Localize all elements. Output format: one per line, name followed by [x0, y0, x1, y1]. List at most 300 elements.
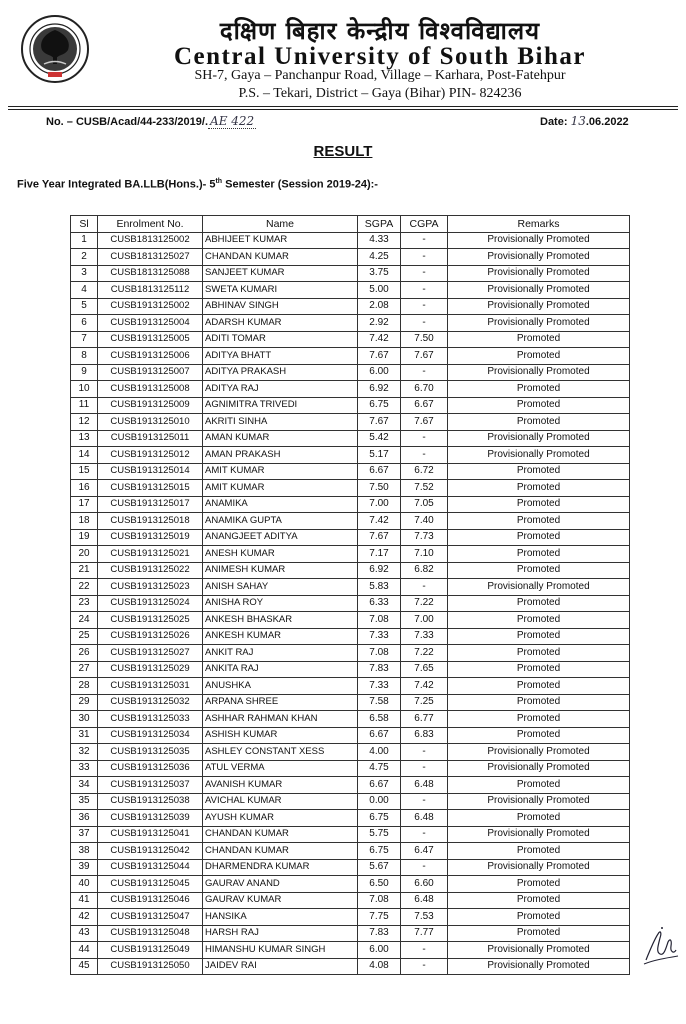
sl-cell: 21 [71, 562, 98, 579]
table-row [71, 843, 630, 860]
remarks-cell: Promoted [448, 331, 630, 348]
name-cell: ANIMESH KUMAR [203, 562, 358, 579]
remarks-cell: Provisionally Promoted [448, 760, 630, 777]
remarks-cell: Promoted [448, 925, 630, 942]
table-row [71, 480, 630, 497]
sl-cell: 24 [71, 612, 98, 629]
sl-cell: 2 [71, 249, 98, 266]
sl-cell: 39 [71, 859, 98, 876]
enrolment-cell: CUSB1913125023 [98, 579, 203, 596]
remarks-cell: Provisionally Promoted [448, 942, 630, 959]
cgpa-cell: 6.70 [401, 381, 448, 398]
name-cell: ANKESH BHASKAR [203, 612, 358, 629]
table-row [71, 546, 630, 563]
table-row [71, 744, 630, 761]
cgpa-cell: 6.83 [401, 727, 448, 744]
enrolment-cell: CUSB1913125031 [98, 678, 203, 695]
sl-cell: 15 [71, 463, 98, 480]
enrolment-cell: CUSB1813125002 [98, 232, 203, 249]
sl-cell: 17 [71, 496, 98, 513]
name-cell: ANAMIKA GUPTA [203, 513, 358, 530]
enrolment-cell: CUSB1913125009 [98, 397, 203, 414]
name-cell: AYUSH KUMAR [203, 810, 358, 827]
name-cell: ANKESH KUMAR [203, 628, 358, 645]
sgpa-cell: 7.08 [358, 892, 401, 909]
cgpa-cell: 7.10 [401, 546, 448, 563]
sl-cell: 32 [71, 744, 98, 761]
cgpa-cell: 6.82 [401, 562, 448, 579]
name-cell: ADITYA RAJ [203, 381, 358, 398]
name-cell: CHANDAN KUMAR [203, 843, 358, 860]
sl-cell: 20 [71, 546, 98, 563]
table-row [71, 595, 630, 612]
table-row [71, 909, 630, 926]
remarks-cell: Provisionally Promoted [448, 744, 630, 761]
name-cell: ANESH KUMAR [203, 546, 358, 563]
cgpa-cell: 7.52 [401, 480, 448, 497]
sl-cell: 44 [71, 942, 98, 959]
sl-cell: 6 [71, 315, 98, 332]
enrolment-cell: CUSB1913125008 [98, 381, 203, 398]
sl-cell: 28 [71, 678, 98, 695]
enrolment-cell: CUSB1913125017 [98, 496, 203, 513]
name-cell: AMAN PRAKASH [203, 447, 358, 464]
enrolment-cell: CUSB1913125014 [98, 463, 203, 480]
remarks-cell: Promoted [448, 513, 630, 530]
remarks-cell: Promoted [448, 529, 630, 546]
name-cell: CHANDAN KUMAR [203, 826, 358, 843]
result-table-body [71, 232, 630, 975]
header-divider-second [8, 109, 678, 110]
sgpa-cell: 4.00 [358, 744, 401, 761]
sgpa-cell: 7.83 [358, 661, 401, 678]
name-cell: CHANDAN KUMAR [203, 249, 358, 266]
enrolment-cell: CUSB1913125010 [98, 414, 203, 431]
enrolment-cell: CUSB1913125037 [98, 777, 203, 794]
name-cell: ANKITA RAJ [203, 661, 358, 678]
table-row [71, 661, 630, 678]
enrolment-cell: CUSB1913125048 [98, 925, 203, 942]
enrolment-cell: CUSB1913125032 [98, 694, 203, 711]
enrolment-cell: CUSB1913125050 [98, 958, 203, 975]
cgpa-cell: - [401, 793, 448, 810]
sl-cell: 34 [71, 777, 98, 794]
name-cell: GAURAV KUMAR [203, 892, 358, 909]
document-date [540, 114, 629, 128]
cgpa-cell: - [401, 364, 448, 381]
remarks-cell: Provisionally Promoted [448, 232, 630, 249]
enrolment-cell: CUSB1913125007 [98, 364, 203, 381]
sl-cell: 43 [71, 925, 98, 942]
sl-cell: 14 [71, 447, 98, 464]
date-month-year: .06.2022 [585, 116, 629, 128]
cgpa-cell: 7.73 [401, 529, 448, 546]
table-row [71, 859, 630, 876]
remarks-cell: Provisionally Promoted [448, 793, 630, 810]
name-cell: ANUSHKA [203, 678, 358, 695]
cgpa-cell: 7.22 [401, 595, 448, 612]
sgpa-cell: 6.75 [358, 810, 401, 827]
enrolment-cell: CUSB1913125018 [98, 513, 203, 530]
sl-cell: 26 [71, 645, 98, 662]
sl-cell: 30 [71, 711, 98, 728]
program-sup: th [215, 178, 223, 185]
name-cell: AMIT KUMAR [203, 463, 358, 480]
name-cell: SWETA KUMARI [203, 282, 358, 299]
table-row [71, 397, 630, 414]
sgpa-cell: 3.75 [358, 265, 401, 282]
name-cell: SANJEET KUMAR [203, 265, 358, 282]
remarks-cell: Provisionally Promoted [448, 364, 630, 381]
remarks-cell: Provisionally Promoted [448, 298, 630, 315]
sl-cell: 25 [71, 628, 98, 645]
remarks-cell: Promoted [448, 645, 630, 662]
cgpa-cell: - [401, 315, 448, 332]
program-heading [17, 178, 378, 191]
remarks-cell: Promoted [448, 397, 630, 414]
sgpa-cell: 4.33 [358, 232, 401, 249]
enrolment-cell: CUSB1913125012 [98, 447, 203, 464]
table-row [71, 678, 630, 695]
table-row [71, 562, 630, 579]
sl-cell: 8 [71, 348, 98, 365]
name-cell: AVICHAL KUMAR [203, 793, 358, 810]
remarks-cell: Promoted [448, 612, 630, 629]
cgpa-cell: 7.67 [401, 414, 448, 431]
table-row [71, 628, 630, 645]
remarks-cell: Promoted [448, 694, 630, 711]
cgpa-cell: 6.60 [401, 876, 448, 893]
remarks-cell: Promoted [448, 595, 630, 612]
remarks-cell: Provisionally Promoted [448, 958, 630, 975]
name-cell: ADITI TOMAR [203, 331, 358, 348]
table-row [71, 249, 630, 266]
remarks-cell: Promoted [448, 661, 630, 678]
cgpa-cell: - [401, 859, 448, 876]
reference-label: No. – CUSB/Acad/44-233/2019/. [46, 116, 209, 128]
table-row [71, 925, 630, 942]
sgpa-cell: 6.92 [358, 381, 401, 398]
address-line-2: P.S. – Tekari, District – Gaya (Bihar) PIN- 824236 [238, 86, 522, 101]
name-cell: AKRITI SINHA [203, 414, 358, 431]
sgpa-cell: 7.50 [358, 480, 401, 497]
cgpa-cell: 6.47 [401, 843, 448, 860]
enrolment-cell: CUSB1913125042 [98, 843, 203, 860]
table-row [71, 496, 630, 513]
enrolment-cell: CUSB1913125021 [98, 546, 203, 563]
sgpa-cell: 7.67 [358, 414, 401, 431]
table-row [71, 711, 630, 728]
page-title: RESULT [313, 143, 373, 160]
program-text-after: Semester (Session 2019-24):- [222, 178, 378, 191]
sl-cell: 7 [71, 331, 98, 348]
sl-cell: 19 [71, 529, 98, 546]
enrolment-cell: CUSB1913125004 [98, 315, 203, 332]
table-row [71, 529, 630, 546]
enrolment-cell: CUSB1913125011 [98, 430, 203, 447]
sgpa-cell: 7.00 [358, 496, 401, 513]
cgpa-cell: 7.65 [401, 661, 448, 678]
sgpa-cell: 7.42 [358, 331, 401, 348]
sl-cell: 42 [71, 909, 98, 926]
cgpa-cell: 7.25 [401, 694, 448, 711]
enrolment-cell: CUSB1913125045 [98, 876, 203, 893]
sl-cell: 27 [71, 661, 98, 678]
table-row [71, 315, 630, 332]
sl-cell: 11 [71, 397, 98, 414]
sl-cell: 35 [71, 793, 98, 810]
cgpa-cell: - [401, 430, 448, 447]
name-cell: ANKIT RAJ [203, 645, 358, 662]
remarks-cell: Provisionally Promoted [448, 249, 630, 266]
sl-cell: 31 [71, 727, 98, 744]
name-cell: ANANGJEET ADITYA [203, 529, 358, 546]
sl-cell: 36 [71, 810, 98, 827]
remarks-cell: Provisionally Promoted [448, 265, 630, 282]
sl-cell: 33 [71, 760, 98, 777]
cgpa-cell: - [401, 958, 448, 975]
header-sl: Sl [71, 216, 98, 233]
table-row [71, 760, 630, 777]
cgpa-cell: - [401, 826, 448, 843]
cgpa-cell: - [401, 744, 448, 761]
enrolment-cell: CUSB1813125112 [98, 282, 203, 299]
enrolment-cell: CUSB1913125039 [98, 810, 203, 827]
sl-cell: 18 [71, 513, 98, 530]
sl-cell: 1 [71, 232, 98, 249]
enrolment-cell: CUSB1913125044 [98, 859, 203, 876]
table-row [71, 942, 630, 959]
enrolment-cell: CUSB1913125027 [98, 645, 203, 662]
sl-cell: 3 [71, 265, 98, 282]
remarks-cell: Promoted [448, 414, 630, 431]
sgpa-cell: 6.92 [358, 562, 401, 579]
name-cell: ABHINAV SINGH [203, 298, 358, 315]
enrolment-cell: CUSB1913125005 [98, 331, 203, 348]
remarks-cell: Promoted [448, 628, 630, 645]
cgpa-cell: - [401, 760, 448, 777]
remarks-cell: Provisionally Promoted [448, 282, 630, 299]
sl-cell: 13 [71, 430, 98, 447]
table-row [71, 793, 630, 810]
sgpa-cell: 5.83 [358, 579, 401, 596]
sgpa-cell: 7.08 [358, 612, 401, 629]
sgpa-cell: 4.75 [358, 760, 401, 777]
enrolment-cell: CUSB1913125036 [98, 760, 203, 777]
sl-cell: 23 [71, 595, 98, 612]
name-cell: ADARSH KUMAR [203, 315, 358, 332]
name-cell: ATUL VERMA [203, 760, 358, 777]
sl-cell: 45 [71, 958, 98, 975]
name-cell: HIMANSHU KUMAR SINGH [203, 942, 358, 959]
header-enrolment: Enrolment No. [98, 216, 203, 233]
name-cell: ANISH SAHAY [203, 579, 358, 596]
remarks-cell: Provisionally Promoted [448, 430, 630, 447]
sgpa-cell: 7.67 [358, 348, 401, 365]
cgpa-cell: - [401, 232, 448, 249]
table-row [71, 694, 630, 711]
cgpa-cell: 7.77 [401, 925, 448, 942]
sl-cell: 37 [71, 826, 98, 843]
remarks-cell: Promoted [448, 711, 630, 728]
name-cell: JAIDEV RAI [203, 958, 358, 975]
enrolment-cell: CUSB1913125034 [98, 727, 203, 744]
cgpa-cell: 7.40 [401, 513, 448, 530]
sgpa-cell: 5.42 [358, 430, 401, 447]
cgpa-cell: 7.00 [401, 612, 448, 629]
name-cell: HANSIKA [203, 909, 358, 926]
enrolment-cell: CUSB1913125046 [98, 892, 203, 909]
sgpa-cell: 7.33 [358, 628, 401, 645]
cgpa-cell: - [401, 282, 448, 299]
sgpa-cell: 5.00 [358, 282, 401, 299]
cgpa-cell: 7.42 [401, 678, 448, 695]
name-cell: AMIT KUMAR [203, 480, 358, 497]
header-divider [8, 106, 678, 107]
sl-cell: 38 [71, 843, 98, 860]
date-day: 13 [570, 114, 586, 128]
program-text: Five Year Integrated BA.LLB(Hons.)- 5 [17, 178, 216, 191]
name-cell: GAURAV ANAND [203, 876, 358, 893]
sgpa-cell: 6.00 [358, 942, 401, 959]
sgpa-cell: 7.08 [358, 645, 401, 662]
remarks-cell: Promoted [448, 810, 630, 827]
header-name: Name [203, 216, 358, 233]
sl-cell: 9 [71, 364, 98, 381]
enrolment-cell: CUSB1913125041 [98, 826, 203, 843]
table-row [71, 232, 630, 249]
enrolment-cell: CUSB1913125033 [98, 711, 203, 728]
table-row [71, 826, 630, 843]
cgpa-cell: 7.53 [401, 909, 448, 926]
cgpa-cell: 7.05 [401, 496, 448, 513]
name-cell: ASHHAR RAHMAN KHAN [203, 711, 358, 728]
enrolment-cell: CUSB1913125035 [98, 744, 203, 761]
sgpa-cell: 7.75 [358, 909, 401, 926]
reference-handwritten: AE 422 [210, 114, 255, 128]
sl-cell: 40 [71, 876, 98, 893]
sl-cell: 5 [71, 298, 98, 315]
enrolment-cell: CUSB1913125047 [98, 909, 203, 926]
table-header-row [71, 216, 630, 233]
name-cell: ABHIJEET KUMAR [203, 232, 358, 249]
university-seal-icon [20, 14, 90, 84]
sgpa-cell: 7.17 [358, 546, 401, 563]
name-cell: ADITYA PRAKASH [203, 364, 358, 381]
cgpa-cell: 7.33 [401, 628, 448, 645]
sgpa-cell: 2.92 [358, 315, 401, 332]
cgpa-cell: - [401, 579, 448, 596]
sgpa-cell: 5.17 [358, 447, 401, 464]
table-row [71, 645, 630, 662]
name-cell: HARSH RAJ [203, 925, 358, 942]
table-row [71, 810, 630, 827]
table-row [71, 364, 630, 381]
enrolment-cell: CUSB1913125038 [98, 793, 203, 810]
sgpa-cell: 7.67 [358, 529, 401, 546]
name-cell: AVANISH KUMAR [203, 777, 358, 794]
handwritten-signature-icon [640, 920, 680, 970]
cgpa-cell: - [401, 447, 448, 464]
header-cgpa: CGPA [401, 216, 448, 233]
sgpa-cell: 6.50 [358, 876, 401, 893]
cgpa-cell: 7.50 [401, 331, 448, 348]
table-row [71, 298, 630, 315]
table-row [71, 876, 630, 893]
table-row [71, 348, 630, 365]
table-row [71, 381, 630, 398]
enrolment-cell: CUSB1913125026 [98, 628, 203, 645]
table-row [71, 777, 630, 794]
university-name-english: Central University of South Bihar [174, 43, 586, 70]
sgpa-cell: 6.67 [358, 727, 401, 744]
sgpa-cell: 4.08 [358, 958, 401, 975]
sgpa-cell: 2.08 [358, 298, 401, 315]
name-cell: ASHLEY CONSTANT XESS [203, 744, 358, 761]
remarks-cell: Promoted [448, 381, 630, 398]
sgpa-cell: 7.58 [358, 694, 401, 711]
remarks-cell: Promoted [448, 727, 630, 744]
remarks-cell: Promoted [448, 348, 630, 365]
sgpa-cell: 6.00 [358, 364, 401, 381]
cgpa-cell: 6.48 [401, 810, 448, 827]
name-cell: DHARMENDRA KUMAR [203, 859, 358, 876]
sl-cell: 41 [71, 892, 98, 909]
cgpa-cell: 7.67 [401, 348, 448, 365]
enrolment-cell: CUSB1913125029 [98, 661, 203, 678]
sgpa-cell: 6.75 [358, 397, 401, 414]
cgpa-cell: 6.48 [401, 892, 448, 909]
table-row [71, 612, 630, 629]
remarks-cell: Promoted [448, 876, 630, 893]
cgpa-cell: 6.67 [401, 397, 448, 414]
cgpa-cell: 6.48 [401, 777, 448, 794]
table-row [71, 282, 630, 299]
sgpa-cell: 7.42 [358, 513, 401, 530]
enrolment-cell: CUSB1913125025 [98, 612, 203, 629]
sgpa-cell: 6.75 [358, 843, 401, 860]
remarks-cell: Promoted [448, 892, 630, 909]
enrolment-cell: CUSB1913125022 [98, 562, 203, 579]
table-row [71, 579, 630, 596]
name-cell: ANAMIKA [203, 496, 358, 513]
remarks-cell: Provisionally Promoted [448, 315, 630, 332]
remarks-cell: Promoted [448, 678, 630, 695]
reference-number [46, 114, 256, 128]
cgpa-cell: - [401, 265, 448, 282]
cgpa-cell: - [401, 249, 448, 266]
remarks-cell: Promoted [448, 843, 630, 860]
sgpa-cell: 6.67 [358, 463, 401, 480]
university-name-hindi: दक्षिण बिहार केन्द्रीय विश्वविद्यालय [219, 17, 541, 45]
sl-cell: 12 [71, 414, 98, 431]
table-row [71, 414, 630, 431]
remarks-cell: Promoted [448, 546, 630, 563]
remarks-cell: Provisionally Promoted [448, 579, 630, 596]
enrolment-cell: CUSB1913125049 [98, 942, 203, 959]
table-row [71, 447, 630, 464]
enrolment-cell: CUSB1913125006 [98, 348, 203, 365]
sl-cell: 29 [71, 694, 98, 711]
header-sgpa: SGPA [358, 216, 401, 233]
name-cell: AMAN KUMAR [203, 430, 358, 447]
table-row [71, 727, 630, 744]
table-row [71, 331, 630, 348]
address-line-1: SH-7, Gaya – Panchanpur Road, Village – Karhara, Post-Fatehpur [194, 68, 566, 83]
sgpa-cell: 7.83 [358, 925, 401, 942]
enrolment-cell: CUSB1913125019 [98, 529, 203, 546]
cgpa-cell: - [401, 942, 448, 959]
